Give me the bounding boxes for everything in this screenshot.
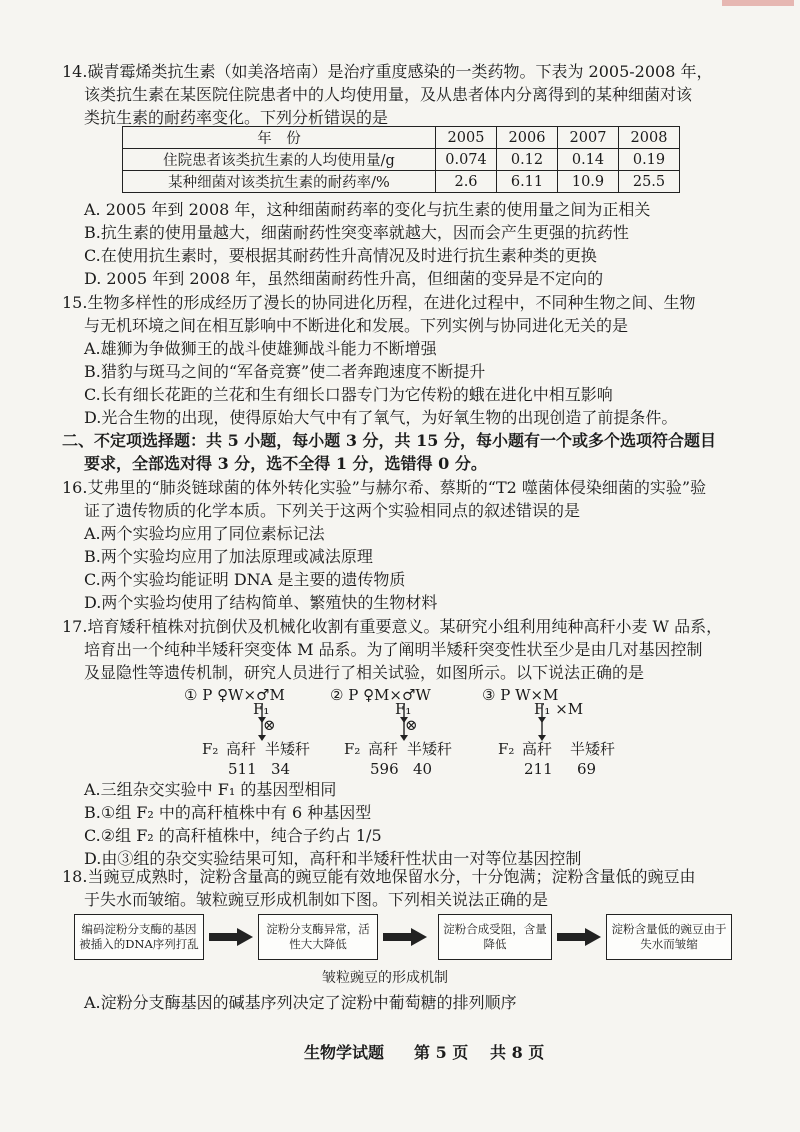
- cross-3-semi-label: 半矮秆: [570, 740, 616, 758]
- cross-1-semi-label: 半矮秆: [265, 740, 311, 758]
- q16-stem-line-2: 证了遗传物质的化学本质。下列关于这两个实验相同点的叙述错误的是: [84, 501, 581, 520]
- q16-option-b: B.两个实验均应用了加法原理或减法原理: [84, 547, 373, 566]
- row-label: 某种细菌对该类抗生素的耐药率/%: [123, 171, 436, 193]
- q16-option-d: D.两个实验均使用了结构简单、繁殖快的生物材料: [84, 593, 438, 612]
- q15-option-b: B.猎豹与斑马之间的“军备竞赛”使二者奔跑速度不断提升: [84, 362, 486, 381]
- q16-stem-line-1: 16.艾弗里的“肺炎链球菌的体外转化实验”与赫尔希、蔡斯的“T2 噬菌体侵染细菌的实验”验: [62, 478, 707, 497]
- q14-option-b: B.抗生素的使用量越大，细菌耐药性突变率就越大，因而会产生更强的抗药性: [84, 223, 629, 242]
- table-row: [123, 171, 680, 193]
- cross-3-parents: ③ P W×M: [482, 686, 559, 704]
- year-cell: 2005: [436, 127, 497, 149]
- year-cell: 2006: [497, 127, 558, 149]
- arrow-right-icon: [209, 928, 253, 946]
- q15-stem-line-2: 与无机环境之间在相互影响中不断进化和发展。下列实例与协同进化无关的是: [84, 316, 629, 335]
- cross-3-tall-count: 211: [524, 760, 553, 778]
- cross-2-f2: F₂: [344, 740, 361, 758]
- flow-step-1: 编码淀粉分支酶的基因被插入的DNA序列打乱: [74, 914, 204, 960]
- q15-option-c: C.长有细长花距的兰花和生有细长口器专门为它传粉的蛾在进化中相互影响: [84, 385, 613, 404]
- arrow-down-icon: [536, 718, 548, 742]
- q15-option-a: A.雄狮为争做狮王的战斗使雄狮战斗能力不断增强: [84, 339, 437, 358]
- q15-stem-line-1: 15.生物多样性的形成经历了漫长的协同进化历程，在进化过程中，不同种生物之间、生物: [62, 293, 696, 312]
- table-row: [123, 149, 680, 171]
- q14-stem-line-3: 类抗生素的耐药率变化。下列分析错误的是: [84, 108, 389, 127]
- q18-stem-line-1: 18.当豌豆成熟时，淀粉含量高的豌豆能有效地保留水分，十分饱满；淀粉含量低的豌豆由: [62, 867, 696, 886]
- cross-3-f1: F₁ ×M: [534, 700, 584, 718]
- cross-3-semi-count: 69: [577, 760, 597, 778]
- q18-option-a: A.淀粉分支酶基因的碱基序列决定了淀粉中葡萄糖的排列顺序: [84, 993, 517, 1012]
- q14-option-d: D. 2005 年到 2008 年，虽然细菌耐药性升高，但细菌的变异是不定向的: [84, 269, 604, 288]
- footer-subject: 生物学试题: [304, 1043, 385, 1062]
- cross-2-semi-label: 半矮秆: [407, 740, 453, 758]
- footer-total-pages: 共 8 页: [490, 1043, 545, 1062]
- q17-option-a: A.三组杂交实验中 F₁ 的基因型相同: [84, 780, 337, 799]
- row-label: 住院患者该类抗生素的人均使用量/g: [123, 149, 436, 171]
- value-cell: 0.074: [436, 149, 497, 171]
- cross-2-parents: ② P ♀M×♂W: [330, 686, 431, 704]
- q17-stem-line-1: 17.培育矮秆植株对抗倒伏及机械化收割有重要意义。某研究小组利用纯种高秆小麦 W 品系，: [62, 617, 723, 636]
- cross-3-tall-label: 高秆: [522, 740, 553, 758]
- cross-1-parents: ① P ♀W×♂M: [184, 686, 285, 704]
- flow-step-2: 淀粉分支酶异常，活性大大降低: [258, 914, 378, 960]
- q17-option-d: D.由③组的杂交实验结果可知，高秆和半矮秆性状由一对等位基因控制: [84, 849, 582, 868]
- cross-2-semi-count: 40: [413, 760, 433, 778]
- cross-1-tall-count: 511: [228, 760, 257, 778]
- q17-option-c: C.②组 F₂ 的高秆植株中，纯合子约占 1/5: [84, 826, 382, 845]
- cross-1-tall-label: 高秆: [226, 740, 257, 758]
- flowchart-caption: 皱粒豌豆的形成机制: [322, 970, 448, 986]
- arrow-right-icon: [557, 928, 601, 946]
- cross-2-tall-label: 高秆: [368, 740, 399, 758]
- q14-option-c: C.在使用抗生素时，要根据其耐药性升高情况及时进行抗生素种类的更换: [84, 246, 597, 265]
- section-2-instructions: 要求，全部选对得 3 分，选不全得 1 分，选错得 0 分。: [84, 454, 487, 473]
- q14-stem-line-2: 该类抗生素在某医院住院患者中的人均使用量，及从患者体内分离得到的某种细菌对该: [84, 85, 693, 104]
- cross-2-tall-count: 596: [370, 760, 399, 778]
- footer-page-number: 第 5 页: [414, 1043, 469, 1062]
- arrow-right-icon: [383, 928, 427, 946]
- q17-stem-line-3: 及显隐性等遗传机制，研究人员进行了相关试验，如图所示。以下说法正确的是: [84, 663, 645, 682]
- year-cell: 2007: [558, 127, 619, 149]
- q17-stem-line-2: 培育出一个纯种半矮秆突变体 M 品系。为了阐明半矮秆突变性状至少是由几对基因控制: [84, 640, 703, 659]
- cross-2-selfing: ⊗: [405, 716, 418, 734]
- flow-step-3: 淀粉合成受阻，含量降低: [438, 914, 552, 960]
- value-cell: 0.12: [497, 149, 558, 171]
- value-cell: 6.11: [497, 171, 558, 193]
- page-corner-mark: [722, 0, 794, 6]
- q14-stem-line-1: 14.碳青霉烯类抗生素（如美洛培南）是治疗重度感染的一类药物。下表为 2005-2008 年，: [62, 62, 713, 81]
- q15-option-d: D.光合生物的出现，使得原始大气中有了氧气，为好氧生物的出现创造了前提条件。: [84, 408, 678, 427]
- q17-option-b: B.①组 F₂ 中的高秆植株中有 6 种基因型: [84, 803, 372, 822]
- cross-1-selfing: ⊗: [263, 716, 276, 734]
- value-cell: 0.14: [558, 149, 619, 171]
- cross-1-f1: F₁: [253, 700, 270, 718]
- q16-option-c: C.两个实验均能证明 DNA 是主要的遗传物质: [84, 570, 406, 589]
- section-2-heading: 二、不定项选择题：共 5 小题，每小题 3 分，共 15 分，每小题有一个或多个选项符合题目: [62, 431, 716, 450]
- value-cell: 25.5: [619, 171, 680, 193]
- table-header-label: 年 份: [123, 127, 436, 149]
- cross-2-f1: F₁: [395, 700, 412, 718]
- q14-option-a: A. 2005 年到 2008 年，这种细菌耐药率的变化与抗生素的使用量之间为正相关: [84, 200, 651, 219]
- cross-1-semi-count: 34: [271, 760, 291, 778]
- table-header-row: [123, 127, 680, 149]
- year-cell: 2008: [619, 127, 680, 149]
- value-cell: 10.9: [558, 171, 619, 193]
- value-cell: 0.19: [619, 149, 680, 171]
- q14-data-table: [122, 126, 680, 193]
- value-cell: 2.6: [436, 171, 497, 193]
- flow-step-4: 淀粉含量低的豌豆由于失水而皱缩: [606, 914, 732, 960]
- q16-option-a: A.两个实验均应用了同位素标记法: [84, 524, 325, 543]
- q18-stem-line-2: 于失水而皱缩。皱粒豌豆形成机制如下图。下列相关说法正确的是: [84, 890, 549, 909]
- cross-1-f2: F₂: [202, 740, 219, 758]
- cross-3-f2: F₂: [498, 740, 515, 758]
